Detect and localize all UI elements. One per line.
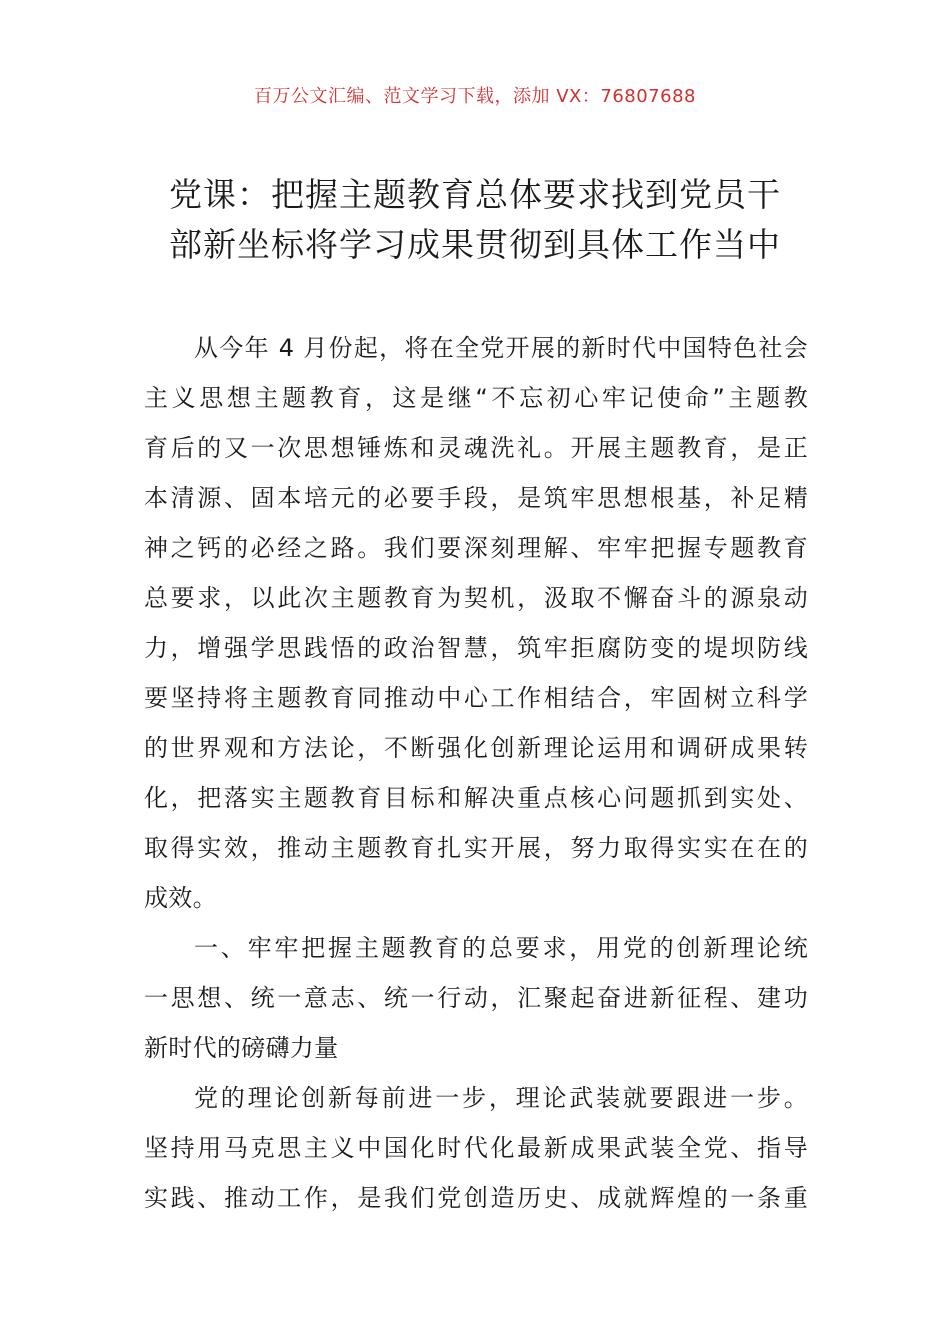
title-line: 部新坐标将学习成果贯彻到具体工作当中	[169, 225, 781, 264]
text-line: 党的理论创新每前进一步，理论武装就要跟进一步。	[194, 1084, 808, 1112]
text-line: 从今年 4 月份起，将在全党开展的新时代中国特色社会	[194, 334, 808, 362]
text-line: 一、牢牢把握主题教育的总要求，用党的创新理论统	[194, 934, 808, 962]
text-line: 取得实效，推动主题教育扎实开展，努力取得实实在在的	[144, 834, 808, 862]
text-line: 实践、推动工作，是我们党创造历史、成就辉煌的一条重	[144, 1184, 808, 1212]
paragraph-section-1	[144, 1073, 808, 1223]
text-line: 新时代的磅礴力量	[144, 1034, 339, 1062]
header-promo-note: 百万公文汇编、范文学习下载，添加 VX：76807688	[254, 86, 696, 107]
section-heading-1	[144, 923, 808, 1073]
text-line: 主义思想主题教育，这是继“不忘初心牢记使命”主题教	[144, 384, 808, 412]
text-line: 化，把落实主题教育目标和解决重点核心问题抓到实处、	[144, 784, 808, 812]
paragraph-intro	[144, 323, 808, 923]
document-title	[140, 170, 810, 270]
text-line: 本清源、固本培元的必要手段，是筑牢思想根基，补足精	[144, 484, 808, 512]
text-line: 育后的又一次思想锤炼和灵魂洗礼。开展主题教育，是正	[144, 434, 808, 462]
text-line: 总要求，以此次主题教育为契机，汲取不懈奋斗的源泉动	[144, 584, 808, 612]
text-line: 神之钙的必经之路。我们要深刻理解、牢牢把握专题教育	[144, 534, 808, 562]
text-line: 的世界观和方法论，不断强化创新理论运用和调研成果转	[144, 734, 808, 762]
text-line: 坚持用马克思主义中国化时代化最新成果武装全党、指导	[144, 1134, 808, 1162]
text-line: 要坚持将主题教育同推动中心工作相结合，牢固树立科学	[144, 684, 808, 712]
text-line: 力，增强学思践悟的政治智慧，筑牢拒腐防变的堤坝防线	[144, 634, 808, 662]
document-body	[144, 323, 808, 1223]
text-line: 一思想、统一意志、统一行动，汇聚起奋进新征程、建功	[144, 984, 808, 1012]
title-line: 党课：把握主题教育总体要求找到党员干	[169, 175, 781, 214]
text-line: 成效。	[144, 884, 217, 912]
